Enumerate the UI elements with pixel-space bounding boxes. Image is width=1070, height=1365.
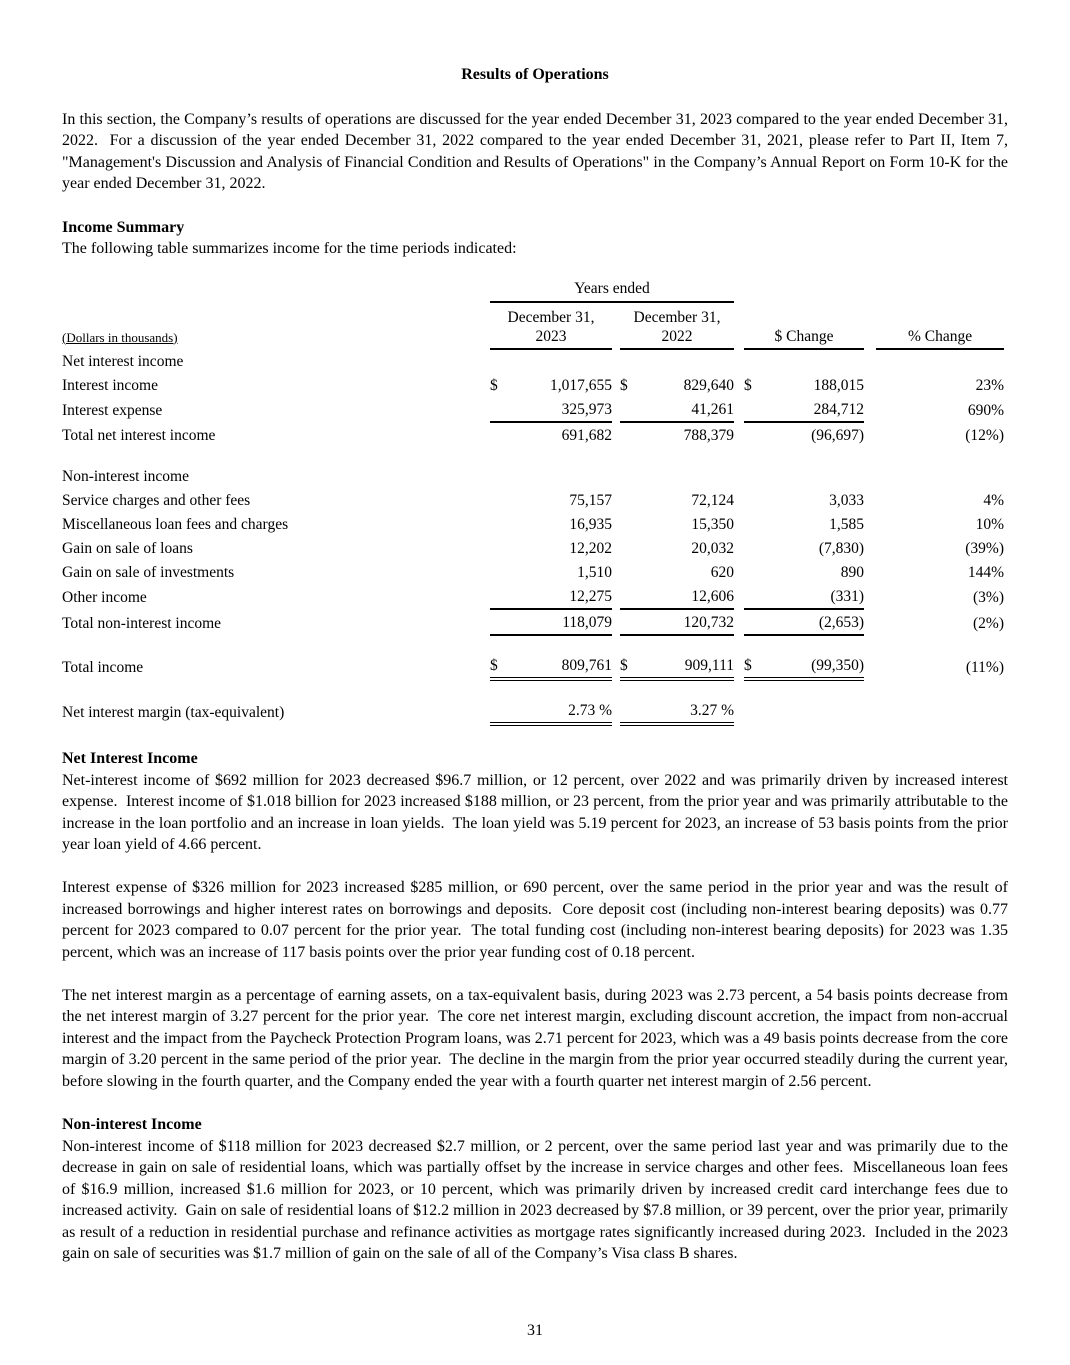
intro-paragraph: In this section, the Company’s results of operations are discussed for the year ended December 31, 2023 compared to the year ended December 31, 2022. For a discussion of the year ended December 31, 2022 compared to the year ended December 31, 2021, please refer to Part II, Item 7, "Management's Discussion and Analysis of Financial Condition and Results of Operations" in the Company’s Annual Report on Form 10-K for the year ended December 31, 2022.	[62, 110, 1008, 192]
value-dollar-change: 284,712	[762, 397, 864, 422]
dollar-sign: $	[744, 653, 762, 679]
income-summary-table	[62, 277, 1004, 727]
row-label: Gain on sale of investments	[62, 563, 235, 581]
value-dollar-change: 1,585	[829, 515, 865, 533]
value-2022: 41,261	[638, 397, 734, 422]
value-2023: 2.73 %	[508, 698, 612, 724]
value-2022: 72,124	[691, 491, 735, 509]
dollar-sign: $	[744, 376, 752, 394]
net-interest-income-paragraph: Interest expense of $326 million for 2023 increased $285 million, or 690 percent, over the same period in the prior year and was the result of increased borrowings and higher interest rates on borrowings and deposits. Core deposit cost (including non-interest bearing deposits) was 0.77 percent for 2023 compared to 0.07 percent for the prior year. The total funding cost (including non-interest bearing deposits) for 2023 was 1.35 percent, which was an increase of 117 basis points over the prior year funding cost of 0.18 percent.	[62, 879, 1008, 961]
dollar-sign: $	[620, 653, 638, 679]
table-row	[62, 373, 1004, 397]
non-interest-income-paragraph: Non-interest income of $118 million for 2023 decreased $2.7 million, or 2 percent, over the same period last year and was primarily due to the decrease in gain on sale of residential loans, which was partially offset by the increase in service charges and other fees. Miscellaneous loan fees of $16.9 million, increased $1.6 million for 2023, or 10 percent, which was primarily driven by increased credit card interchange fees due to increased activity. Gain on sale of residential loans of $12.2 million in 2023 decreased by $7.8 million, or 39 percent, over the prior year, primarily as result of a reduction in residential purchase and refinance activities as mortgage rates significantly increased during 2023. Included in the 2023 gain on sale of securities was $1.7 million of gain on the sale of all of the Company’s Visa class B shares.	[62, 1137, 1008, 1262]
table-row	[62, 560, 1004, 584]
row-label: Other income	[62, 588, 147, 606]
row-label: Service charges and other fees	[62, 491, 251, 509]
value-2022: 3.27 %	[638, 698, 734, 724]
table-row	[62, 653, 1004, 679]
value-dollar-change: (7,830)	[818, 539, 865, 557]
value-2022: 788,379	[683, 426, 735, 444]
row-label: Interest income	[62, 376, 158, 394]
row-label: Miscellaneous loan fees and charges	[62, 515, 289, 533]
table-header-row-years	[62, 277, 1004, 302]
row-label: Net interest margin (tax-equivalent)	[62, 703, 285, 721]
row-label: Total income	[62, 658, 144, 676]
value-pct-change: (12%)	[965, 426, 1005, 444]
value-dollar-change: 188,015	[813, 376, 865, 394]
value-2022: 909,111	[638, 653, 734, 679]
page-title: Results of Operations	[461, 66, 609, 83]
value-pct-change: 144%	[967, 563, 1005, 581]
income-summary-lead: The following table summarizes income for the time periods indicated:	[62, 240, 517, 257]
row-label: Net interest income	[62, 352, 184, 370]
value-2022: 20,032	[691, 539, 735, 557]
table-row	[62, 609, 1004, 635]
row-label: Interest expense	[62, 401, 163, 419]
value-2023: 691,682	[561, 426, 612, 444]
value-2023: 809,761	[508, 653, 612, 679]
table-header-row-columns	[62, 302, 1004, 350]
table-row	[62, 464, 1004, 488]
table-row	[62, 397, 1004, 422]
table-row	[62, 512, 1004, 536]
table-row	[62, 584, 1004, 609]
row-label: Non-interest income	[62, 467, 189, 485]
value-2022: 829,640	[683, 376, 735, 394]
value-2023: 325,973	[508, 397, 612, 422]
dollars-note: (Dollars in thousands)	[62, 329, 178, 345]
column-header-dollar-change: $ Change	[744, 302, 864, 350]
value-2023: 16,935	[569, 515, 612, 533]
table-row	[62, 698, 1004, 724]
spacer-row	[62, 635, 1004, 653]
value-pct-change: 690%	[967, 401, 1005, 419]
value-pct-change: (3%)	[973, 588, 1005, 606]
income-summary-heading: Income Summary	[62, 218, 185, 236]
value-2022: 620	[710, 563, 735, 581]
value-dollar-change: (331)	[762, 584, 864, 609]
value-pct-change: 4%	[983, 491, 1005, 509]
column-header-2022: December 31, 2022	[620, 302, 734, 350]
value-2023: 1,017,655	[550, 376, 612, 394]
value-pct-change: 23%	[975, 376, 1005, 394]
value-2022: 120,732	[638, 609, 734, 635]
value-dollar-change: 890	[840, 563, 865, 581]
row-label: Total net interest income	[62, 426, 216, 444]
non-interest-income-heading: Non-interest Income	[62, 1116, 202, 1133]
net-interest-income-heading: Net Interest Income	[62, 750, 198, 767]
value-2023: 1,510	[577, 563, 612, 581]
net-interest-income-paragraph: Net-interest income of $692 million for 2023 decreased $96.7 million, or 12 percent, over 2022 and was primarily driven by increased interest expense. Interest income of $1.018 billion for 2023 increased $188 million, or 23 percent, from the prior year and was primarily attributable to the increase in the loan portfolio and an increase in loan yields. The loan yield was 5.19 percent for 2023, an increase of 53 basis points from the prior year loan yield of 4.66 percent.	[62, 771, 1008, 853]
value-2023: 75,157	[569, 491, 612, 509]
table-row	[62, 422, 1004, 447]
row-label: Total non-interest income	[62, 614, 222, 632]
value-dollar-change: (2,653)	[762, 609, 864, 635]
column-header-pct-change: % Change	[876, 302, 1004, 350]
table-row	[62, 536, 1004, 560]
value-2022: 12,606	[638, 584, 734, 609]
page-number: 31	[527, 1322, 543, 1339]
value-pct-change: (2%)	[973, 614, 1005, 632]
value-2023: 118,079	[508, 609, 612, 635]
value-dollar-change: (96,697)	[811, 426, 865, 444]
column-header-2023: December 31, 2023	[490, 302, 612, 350]
dollar-sign: $	[490, 653, 508, 679]
years-ended-header: Years ended	[490, 277, 734, 302]
table-row	[62, 349, 1004, 373]
value-pct-change: (39%)	[965, 539, 1005, 557]
row-label: Gain on sale of loans	[62, 539, 193, 557]
dollar-sign: $	[620, 376, 628, 394]
value-dollar-change: 3,033	[829, 491, 865, 509]
value-2023: 12,275	[508, 584, 612, 609]
net-interest-income-paragraph: The net interest margin as a percentage of earning assets, on a tax-equivalent basis, during 2023 was 2.73 percent, a 54 basis points decrease from the net interest margin of 3.27 percent for the prior year. The core net interest margin, excluding discount accretion, the impact from non-accrual interest and the impact from the Paycheck Protection Program loans, was 2.71 percent for 2023, which was a 49 basis points decrease from the core margin of 3.20 percent in the same period of the prior year. The decline in the margin from the prior year occurred steadily during the current year, before slowing in the fourth quarter, and the Company ended the year with a fourth quarter net interest margin of 2.56 percent.	[62, 986, 1008, 1090]
spacer-row	[62, 447, 1004, 464]
value-dollar-change: (99,350)	[762, 653, 864, 679]
value-pct-change: (11%)	[965, 658, 1005, 676]
spacer-row	[62, 679, 1004, 698]
value-2023: 12,202	[569, 539, 612, 557]
value-2022: 15,350	[691, 515, 735, 533]
dollar-sign: $	[490, 376, 498, 394]
value-pct-change: 10%	[975, 515, 1005, 533]
table-row	[62, 488, 1004, 512]
